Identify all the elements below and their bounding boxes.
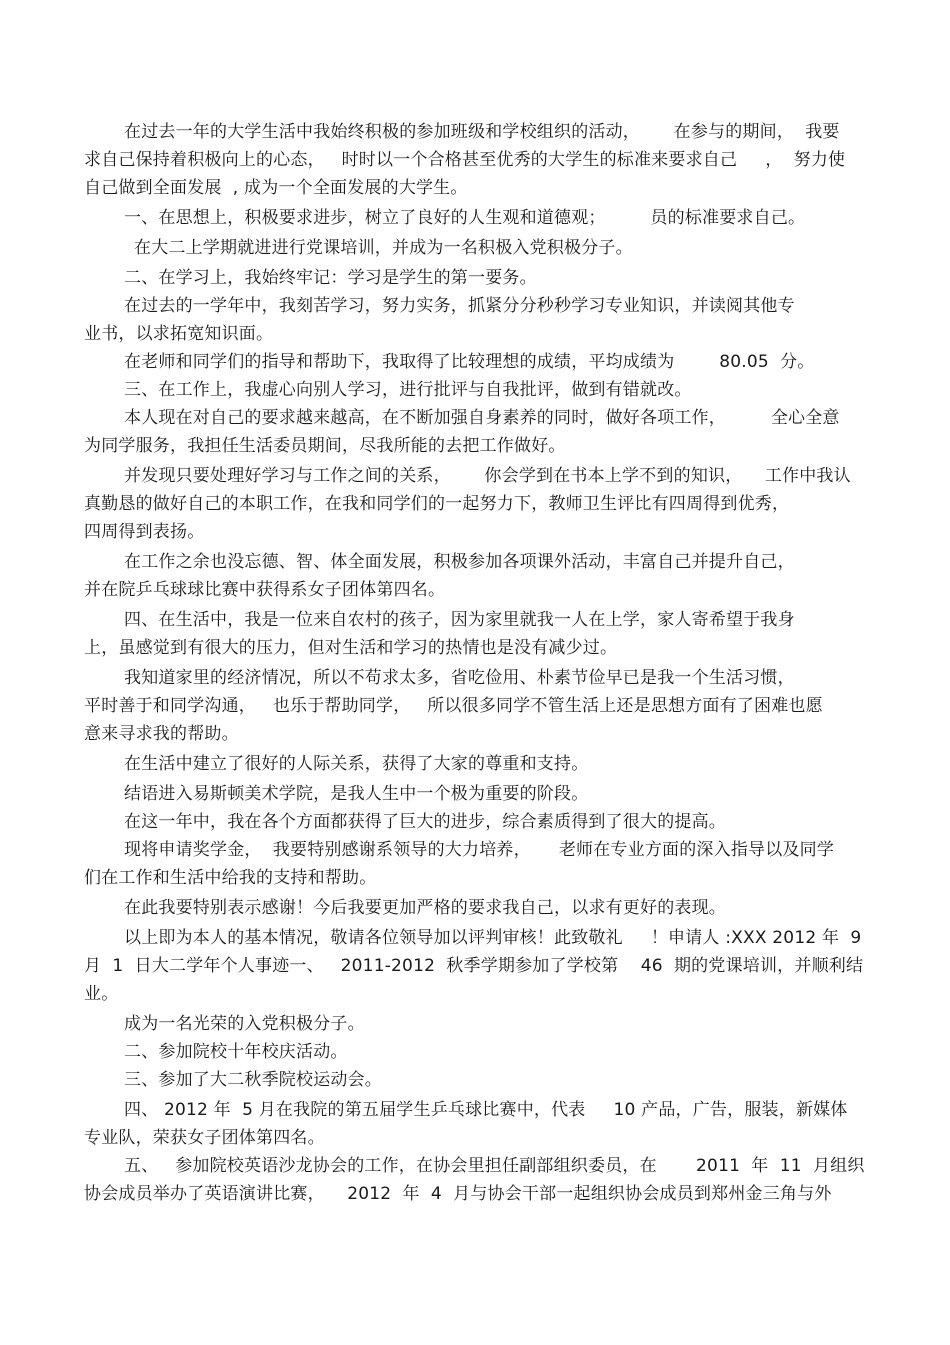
text-line: 二、参加院校十年校庆活动。 — [124, 1042, 348, 1062]
text-line: 四周得到表扬。 — [84, 522, 205, 542]
text-line: 并发现只要处理好学习与工作之间的关系， 你会学到在书本上学不到的知识， 工作中我认 — [124, 466, 851, 486]
text-line: 在老师和同学们的指导和帮助下，我取得了比较理想的成绩，平均成绩为 80.05 分。 — [124, 352, 815, 372]
text-line: 协会成员举办了英语演讲比赛， 2012 年 4 月与协会干部一起组织协会成员到郑州金三角与外 — [84, 1184, 832, 1204]
text-line: 真勤恳的做好自己的本职工作，在我和同学们的一起努力下，教师卫生评比有四周得到优秀， — [84, 494, 790, 514]
text-line: 四、在生活中，我是一位来自农村的孩子，因为家里就我一人在上学，家人寄希望于我身 — [124, 610, 795, 630]
text-line: 五、 参加院校英语沙龙协会的工作，在协会里担任副部组织委员，在 2011 年 11 月组织 — [124, 1156, 865, 1176]
text-line: 求自己保持着积极向上的心态， 时时以一个合格甚至优秀的大学生的标准来要求自己 ， 努力使 — [84, 150, 846, 170]
text-line: 二、在学习上，我始终牢记：学习是学生的第一要务。 — [124, 268, 537, 288]
text-line: 在过去的一学年中，我刻苦学习，努力实务，抓紧分分秒秒学习专业知识，并读阅其他专 — [124, 296, 795, 316]
text-line: 四、 2012 年 5 月在我院的第五届学生乒乓球比赛中，代表 10 产品，广告，服装，新媒体 — [124, 1100, 848, 1120]
text-line: 以上即为本人的基本情况，敬请各位领导加以评判审核！此致敬礼 ！申请人 :XXX 2012 年 9 — [124, 928, 862, 948]
text-line: 本人现在对自己的要求越来越高，在不断加强自身素养的同时，做好各项工作， 全心全意 — [124, 408, 840, 428]
text-line: 在大二上学期就进进行党课培训，并成为一名积极入党积极分子。 — [134, 238, 633, 258]
text-line: 月 1 日大二学年个人事迹一、 2011-2012 秋季学期参加了学校第 46 期的党课培训，并顺利结 — [84, 956, 864, 976]
text-line: 成为一名光荣的入党积极分子。 — [124, 1014, 365, 1034]
text-line: 在过去一年的大学生活中我始终积极的参加班级和学校组织的活动， 在参与的期间， 我要 — [124, 122, 840, 142]
text-line: 平时善于和同学沟通， 也乐于帮助同学， 所以很多同学不管生活上还是思想方面有了困难也愿 — [84, 696, 823, 716]
text-line: 在此我要特别表示感谢！今后我要更加严格的要求我自己，以求有更好的表现。 — [124, 898, 726, 918]
text-line: 三、参加了大二秋季院校运动会。 — [124, 1070, 382, 1090]
text-line: 并在院乒乓球球比赛中获得系女子团体第四名。 — [84, 580, 446, 600]
text-line: 在这一年中，我在各个方面都获得了巨大的进步，综合素质得到了很大的提高。 — [124, 812, 726, 832]
text-line: 们在工作和生活中给我的支持和帮助。 — [84, 868, 377, 888]
text-line: 上，虽感觉到有很大的压力，但对生活和学习的热情也是没有减少过。 — [84, 638, 618, 658]
text-line: 在生活中建立了很好的人际关系，获得了大家的尊重和支持。 — [124, 754, 589, 774]
text-line: 三、在工作上，我虚心向别人学习，进行批评与自我批评，做到有错就改。 — [124, 380, 692, 400]
text-line: 结语进入易斯顿美术学院，是我人生中一个极为重要的阶段。 — [124, 784, 589, 804]
text-line: 现将申请奖学金， 我要特别感谢系领导的大力培养， 老师在专业方面的深入指导以及同学 — [124, 840, 835, 860]
text-line: 我知道家里的经济情况，所以不苟求太多，省吃俭用、朴素节俭早已是我一个生活习惯， — [124, 668, 795, 688]
text-line: 在工作之余也没忘德、智、体全面发展，积极参加各项课外活动，丰富自己并提升自己， — [124, 552, 795, 572]
text-line: 业书，以求拓宽知识面。 — [84, 324, 274, 344]
text-line: 意来寻求我的帮助。 — [84, 724, 239, 744]
text-line: 业。 — [84, 984, 119, 1004]
text-line: 专业队，荣获女子团体第四名。 — [84, 1128, 325, 1148]
text-line: 一、在思想上，积极要求进步，树立了良好的人生观和道德观； 员的标准要求自己。 — [124, 208, 806, 228]
text-line: 为同学服务，我担任生活委员期间，尽我所能的去把工作做好。 — [84, 436, 566, 456]
text-line: 自己做到全面发展 , 成为一个全面发展的大学生。 — [84, 178, 468, 198]
